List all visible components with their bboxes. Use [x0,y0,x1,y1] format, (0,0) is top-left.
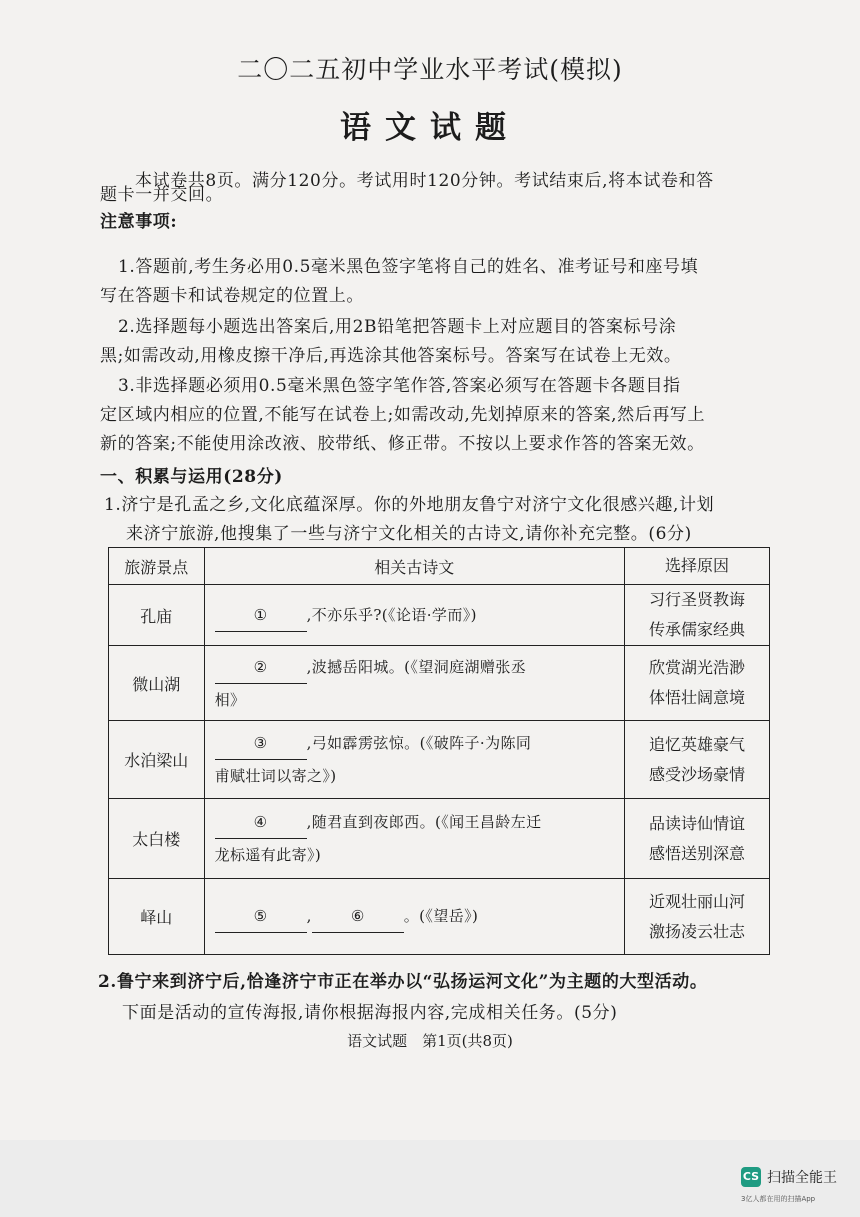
poem-cell [204,721,624,799]
reason-cell [625,799,770,879]
place-cell: 峄山 [109,879,205,955]
poem-text: ,不亦乐乎?(《论语·学而》) [306,605,477,624]
table-row [109,721,770,799]
poem-cell [204,585,624,646]
answer-blank-1[interactable]: ① [215,599,307,632]
place-cell: 水泊梁山 [109,721,205,799]
poem-text: ,随君直到夜郎西。(《闻王昌龄左迁 [306,813,542,831]
exam-title: 二〇二五初中学业水平考试(模拟) [237,55,623,84]
table-row [109,585,770,646]
watermark-brand: 扫描全能王 [767,1170,837,1186]
scan-margin [0,1140,860,1217]
notice-heading: 注意事项: [100,212,178,232]
poem-table [108,547,770,955]
place-cell: 微山湖 [109,646,205,721]
q2-line-2: 下面是活动的宣传海报,请你根据海报内容,完成相关任务。(5分) [122,1003,618,1023]
answer-blank-2[interactable]: ② [215,651,307,684]
poem-text-continued: 甫赋壮词以寄之》) [214,767,337,785]
reason-line: 体悟壮阔意境 [649,688,746,707]
reason-line: 习行圣贤教诲 [649,590,746,609]
reason-line: 传承儒家经典 [649,620,746,639]
notice-item-2-line-1: 2.选择题每小题选出答案后,用2B铅笔把答题卡上对应题目的答案标号涂 [118,317,677,337]
answer-blank-6[interactable]: ⑥ [312,900,404,933]
notice-item-3-line-2: 定区域内相应的位置,不能写在试卷上;如需改动,先划掉原来的答案,然后再写上 [100,405,706,425]
table-row [109,799,770,879]
notice-item-3-line-3: 新的答案;不能使用涂改液、胶带纸、修正带。不按以上要求作答的答案无效。 [100,434,705,454]
intro-line-1: 本试卷共8页。满分120分。考试用时120分钟。考试结束后,将本试卷和答 [135,171,714,191]
poem-text-continued: 龙标遥有此寄》) [214,846,322,864]
table-row [109,879,770,955]
answer-blank-4[interactable]: ④ [215,806,307,839]
page-footer: 语文试题 第1页(共8页) [347,1032,513,1050]
header-poem: 相关古诗文 [204,548,624,585]
section-1-heading: 一、积累与运用(28分) [100,467,283,487]
camscanner-logo-icon: CS [741,1167,761,1187]
q1-line-2: 来济宁旅游,他搜集了一些与济宁文化相关的古诗文,请你补充完整。(6分) [126,524,692,544]
reason-line: 感悟送别深意 [649,843,746,863]
q2-line-1: 2.鲁宁来到济宁后,恰逢济宁市正在举办以“弘扬运河文化”为主题的大型活动。 [98,972,708,992]
watermark-slogan: 3亿人都在用的扫描App [741,1195,816,1203]
reason-cell [625,721,770,799]
header-place: 旅游景点 [109,548,205,585]
notice-item-1-line-2: 写在答题卡和试卷规定的位置上。 [100,286,364,306]
place-cell: 孔庙 [109,585,205,646]
reason-line: 感受沙场豪情 [649,764,746,784]
header-reason: 选择原因 [625,548,770,585]
intro-line-2: 题卡一并交回。 [100,185,224,205]
answer-blank-5[interactable]: ⑤ [215,900,307,933]
reason-cell [625,646,770,721]
notice-item-2-line-2: 黑;如需改动,用橡皮擦干净后,再选涂其他答案标号。答案写在试卷上无效。 [100,346,682,366]
table-header-row [109,548,770,585]
poem-cell [204,879,624,955]
place-cell: 太白楼 [109,799,205,879]
reason-line: 激扬凌云壮志 [649,921,746,941]
poem-cell [204,646,624,721]
notice-item-3-line-1: 3.非选择题必须用0.5毫米黑色签字笔作答,答案必须写在答题卡各题目指 [118,376,681,396]
answer-blank-3[interactable]: ③ [215,727,307,760]
reason-line: 品读诗仙情谊 [649,813,746,833]
poem-text: 。(《望岳》) [403,907,479,925]
reason-cell [625,879,770,955]
poem-separator: , [306,907,312,925]
reason-line: 追忆英雄豪气 [649,734,746,754]
subject-title: 语文试题 [340,110,520,146]
reason-line: 欣赏湖光浩渺 [649,658,746,677]
poem-text: ,波撼岳阳城。(《望洞庭湖赠张丞 [306,657,527,676]
q1-line-1: 1.济宁是孔孟之乡,文化底蕴深厚。你的外地朋友鲁宁对济宁文化很感兴趣,计划 [104,495,715,515]
reason-line: 近观壮丽山河 [649,891,746,911]
poem-cell [204,799,624,879]
poem-text: ,弓如霹雳弦惊。(《破阵子·为陈同 [306,734,532,752]
notice-item-1-line-1: 1.答题前,考生务必用0.5毫米黑色签字笔将自己的姓名、准考证号和座号填 [118,257,699,277]
poem-text-continued: 相》 [214,690,246,709]
reason-cell [625,585,770,646]
table-row [109,646,770,721]
